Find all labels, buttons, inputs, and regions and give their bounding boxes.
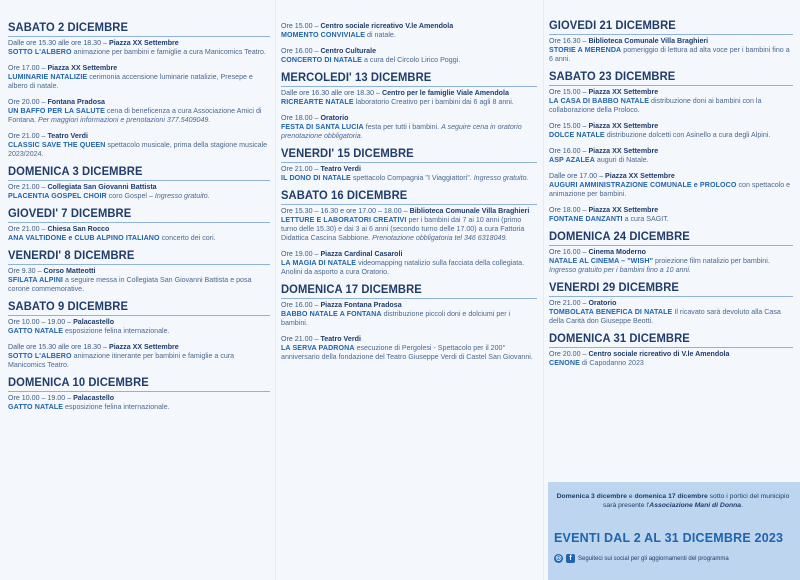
event-place: Oratorio — [320, 114, 349, 122]
event-note: Ingresso gratuito per i bambini fino a 10 anni. — [549, 266, 691, 274]
event-note: Ingresso gratuito. — [473, 174, 529, 182]
event-time: Ore 16.00 – — [549, 147, 589, 155]
event-place: Piazza Cardinal Casaroli — [320, 250, 403, 258]
day-divider — [8, 315, 270, 316]
event-name: SOTTO L'ALBERO — [8, 48, 72, 56]
event-item — [281, 250, 537, 277]
day-divider — [281, 298, 537, 299]
footer-title: EVENTI DAL 2 AL 31 DICEMBRE 2023 — [554, 531, 784, 545]
event-place: Biblioteca Comunale Villa Braghieri — [409, 207, 530, 215]
event-description: videomapping natalizio sulla facciata della collegiata. Anolini da asporto a cura Oratorio. — [281, 259, 525, 276]
event-description: distribuzione piccoli doni e dolciumi per i bambini. — [281, 310, 511, 327]
event-time: Ore 20.00 – — [549, 350, 589, 358]
event-details — [281, 123, 537, 141]
event-details — [8, 352, 270, 370]
instagram-icon: ◎ — [555, 555, 562, 562]
day-title: MERCOLEDI' 13 DICEMBRE — [281, 71, 432, 85]
event-name: LA CASA DI BABBO NATALE — [549, 97, 650, 105]
day-divider — [8, 264, 270, 265]
day-title: DOMENICA 31 DICEMBRE — [549, 332, 690, 346]
event-description: cerimonia accensione luminarie natalizie, Presepe e albero di natale. — [8, 73, 253, 90]
event-item — [8, 98, 270, 125]
event-name: TOMBOLATA BENEFICA DI NATALE — [549, 308, 673, 316]
event-time-place — [8, 267, 270, 276]
event-description: concerto dei cori. — [159, 234, 216, 242]
event-place: Palacastello — [73, 394, 115, 402]
event-time: Ore 16.00 – — [549, 248, 589, 256]
event-note: Ingresso gratuito. — [154, 192, 210, 200]
event-name: NATALE AL CINEMA – "WISH" — [549, 257, 654, 265]
event-time: Ore 21.00 – — [8, 132, 48, 140]
day-divider — [549, 34, 793, 35]
event-item — [281, 114, 537, 141]
day-block — [281, 22, 537, 65]
column-1 — [8, 22, 270, 419]
event-time-place — [281, 207, 537, 216]
event-note: A seguire cena in oratorio prenotazione obbligatoria. — [281, 123, 522, 140]
event-place: Piazza XX Settembre — [108, 39, 179, 47]
day-divider — [8, 391, 270, 392]
footer-box — [548, 482, 800, 580]
event-name: CLASSIC SAVE THE QUEEN — [8, 141, 106, 149]
event-time: Dalle ore 16.30 alle ore 18.30 – — [281, 89, 382, 97]
event-place: Centro per le famiglie Viale Amendola — [381, 89, 509, 97]
event-place: Piazza XX Settembre — [588, 122, 659, 130]
event-place: Corso Matteotti — [43, 267, 96, 275]
event-time: Ore 21.00 – — [281, 335, 321, 343]
event-description: Il ricavato sarà devoluto alla Casa della Carità don Giuseppe Beotti. — [549, 308, 781, 325]
event-item — [549, 299, 793, 326]
event-name: CONCERTO DI NATALE — [281, 56, 363, 64]
footer-note — [554, 492, 792, 510]
day-divider — [549, 347, 793, 348]
event-time: Ore 9.30 – — [8, 267, 44, 275]
event-time: Ore 21.00 – — [8, 225, 48, 233]
event-name: SFILATA ALPINI — [8, 276, 63, 284]
event-details — [549, 257, 793, 275]
event-item — [549, 37, 793, 64]
day-divider — [8, 36, 270, 37]
event-item — [8, 39, 270, 57]
event-place: Collegiata San Giovanni Battista — [47, 183, 157, 191]
event-place: Palacastello — [73, 318, 115, 326]
event-details — [281, 259, 537, 277]
event-name: ASP AZALEA — [549, 156, 595, 164]
event-place: Piazza XX Settembre — [588, 88, 659, 96]
day-title: VENERDI' 15 DICEMBRE — [281, 147, 414, 161]
day-block — [549, 20, 793, 64]
event-details — [281, 31, 537, 40]
event-description: di natale. — [365, 31, 396, 39]
event-time: Ore 20.00 – — [8, 98, 48, 106]
day-title: GIOVEDI 21 DICEMBRE — [549, 19, 676, 33]
event-item — [549, 122, 793, 140]
event-time: Ore 21.00 – — [549, 299, 589, 307]
footer-note-end: . — [741, 502, 743, 509]
event-item — [8, 394, 270, 412]
event-description: cena di beneficenza a cura Associazione Amici di Fontana. — [8, 107, 262, 124]
event-details — [8, 48, 270, 57]
day-title: DOMENICA 3 DICEMBRE — [8, 165, 143, 179]
day-block — [8, 208, 270, 243]
event-time: Ore 15.00 – — [549, 122, 589, 130]
event-name: CENONE — [549, 359, 580, 367]
event-time-place — [549, 299, 793, 308]
event-details — [281, 98, 537, 107]
column-2 — [281, 22, 537, 369]
event-time: Dalle ore 17.00 – — [549, 172, 605, 180]
event-time-place — [549, 37, 793, 46]
event-details — [8, 403, 270, 412]
day-block — [281, 72, 537, 141]
event-time-place — [281, 114, 537, 123]
event-time: Ore 18.00 – — [281, 114, 321, 122]
event-time: Ore 15.00 – — [549, 88, 589, 96]
day-block — [8, 166, 270, 201]
event-time-place — [8, 64, 270, 73]
event-description: festa per tutti i bambini. — [363, 123, 442, 131]
event-description: spettacolo musicale, prima della stagione musicale 2023/2024. — [8, 141, 268, 158]
event-item — [549, 248, 793, 275]
event-description: pomeriggio di lettura ad alta voce per i bambini fino a 6 anni. — [549, 46, 790, 63]
event-details — [549, 156, 793, 165]
event-note: Per maggiori informazioni e prenotazioni 377.5409049. — [37, 116, 211, 124]
event-time-place — [8, 318, 270, 327]
footer-note-text: sotto i portici del municipio sarà presente l' — [603, 493, 790, 509]
footer-note-association: Associazione Mani di Donna — [649, 502, 742, 509]
event-description: animazione itinerante per bambini e famiglie a cura Manicomics Teatro. — [8, 352, 235, 369]
event-place: Teatro Verdi — [320, 165, 361, 173]
day-block — [281, 148, 537, 183]
day-divider — [281, 204, 537, 205]
event-time: Ore 10.00 – 19.00 – — [8, 394, 74, 402]
day-divider — [549, 296, 793, 297]
event-place: Piazza XX Settembre — [588, 147, 659, 155]
event-description: spettacolo Compagnia "I Viaggiattori". — [350, 174, 474, 182]
event-time: Ore 17.00 – — [8, 64, 48, 72]
event-item — [549, 350, 793, 368]
event-item — [281, 165, 537, 183]
event-time-place — [281, 250, 537, 259]
event-time-place — [281, 301, 537, 310]
event-place: Piazza XX Settembre — [588, 206, 659, 214]
event-item — [8, 343, 270, 370]
event-details — [8, 73, 270, 91]
event-name: BABBO NATALE A FONTANA — [281, 310, 382, 318]
event-item — [281, 301, 537, 328]
day-divider — [281, 162, 537, 163]
day-block — [549, 231, 793, 275]
day-block — [8, 301, 270, 370]
event-item — [8, 225, 270, 243]
event-name: PLACENTIA GOSPEL CHOIR — [8, 192, 107, 200]
event-description: per i bambini dai 7 ai 10 anni (primo turno delle 15.30) e dai 3 ai 6 anni (secondo turno delle 17.00) a cura Fattoria Didattica Cascina Sabbione. — [281, 216, 525, 242]
event-time-place — [8, 225, 270, 234]
event-details — [549, 97, 793, 115]
event-name: FESTA DI SANTA LUCIA — [281, 123, 364, 131]
column-3 — [549, 20, 793, 375]
day-divider — [281, 86, 537, 87]
event-item — [281, 89, 537, 107]
event-details — [281, 174, 537, 183]
day-block — [549, 282, 793, 326]
column-divider-2 — [543, 0, 544, 580]
facebook-icon: f — [566, 554, 575, 563]
event-note: Prenotazione obbligatoria tel 346 6318049. — [372, 234, 508, 242]
event-name: RICREARTE NATALE — [281, 98, 354, 106]
event-time-place — [8, 394, 270, 403]
event-time-place — [549, 350, 793, 359]
event-description: esposizione felina internazionale. — [63, 403, 170, 411]
event-name: LETTURE E LABORATORI CREATIVI — [281, 216, 407, 224]
event-item — [281, 47, 537, 65]
event-time: Dalle ore 15.30 alle ore 18.30 – — [8, 343, 109, 351]
event-details — [281, 56, 537, 65]
day-block — [549, 333, 793, 368]
event-details — [549, 359, 793, 368]
event-place: Piazza XX Settembre — [605, 172, 675, 180]
event-details — [281, 216, 537, 243]
footer-social-text: Seguiteci sui social per gli aggiornamenti del programma — [578, 555, 729, 562]
event-description: coro Gospel – — [106, 192, 155, 200]
event-time: Ore 18.00 – — [549, 206, 589, 214]
day-block — [8, 22, 270, 159]
event-description: a cura del Circolo Lirico Poggi. — [362, 56, 461, 64]
day-title: DOMENICA 24 DICEMBRE — [549, 230, 690, 244]
event-details — [8, 327, 270, 336]
event-place: Centro sociale ricreativo V.le Amendola — [320, 22, 454, 30]
event-time-place — [549, 248, 793, 257]
event-time: Ore 19.00 – — [281, 250, 321, 258]
event-item — [8, 132, 270, 159]
event-description: con spettacolo e animazione per bambini. — [549, 181, 791, 198]
event-name: SOTTO L'ALBERO — [8, 352, 72, 360]
day-title: SABATO 16 DICEMBRE — [281, 189, 408, 203]
event-details — [281, 310, 537, 328]
event-description: laboratorio Creativo per i bambini dai 6 agli 8 anni. — [353, 98, 514, 106]
event-item — [549, 206, 793, 224]
footer-social — [554, 554, 794, 563]
event-place: Fontana Pradosa — [47, 98, 105, 106]
event-place: Centro Culturale — [320, 47, 377, 55]
event-time-place — [549, 122, 793, 131]
event-name: FONTANE DANZANTI — [549, 215, 623, 223]
event-details — [549, 46, 793, 64]
event-description: auguri di Natale. — [594, 156, 649, 164]
event-time-place — [8, 183, 270, 192]
event-name: LA SERVA PADRONA — [281, 344, 355, 352]
event-name: STORIE A MERENDA — [549, 46, 622, 54]
event-time: Ore 10.00 – 19.00 – — [8, 318, 74, 326]
event-place: Teatro Verdi — [47, 132, 88, 140]
day-block — [8, 250, 270, 294]
event-details — [549, 308, 793, 326]
event-item — [8, 183, 270, 201]
event-time-place — [281, 89, 537, 98]
event-time: Ore 15.00 – — [281, 22, 321, 30]
event-description: esposizione felina internazionale. — [63, 327, 170, 335]
event-name: ANA VALTIDONE e CLUB ALPINO ITALIANO — [8, 234, 160, 242]
event-item — [549, 88, 793, 115]
day-title: DOMENICA 17 DICEMBRE — [281, 283, 422, 297]
event-time-place — [281, 47, 537, 56]
event-item — [281, 207, 537, 243]
day-title: GIOVEDI' 7 DICEMBRE — [8, 207, 132, 221]
footer-note-date-1: Domenica 3 dicembre — [556, 493, 627, 500]
event-time-place — [8, 343, 270, 352]
event-time-place — [549, 147, 793, 156]
event-time-place — [281, 165, 537, 174]
column-divider-1 — [275, 0, 276, 580]
event-details — [549, 131, 793, 140]
event-time: Ore 16.00 – — [281, 47, 321, 55]
event-place: Piazza XX Settembre — [108, 343, 179, 351]
event-place: Piazza XX Settembre — [47, 64, 118, 72]
day-divider — [549, 245, 793, 246]
event-details — [8, 276, 270, 294]
event-time: Ore 16.30 – — [549, 37, 589, 45]
event-item — [8, 318, 270, 336]
day-block — [8, 377, 270, 412]
event-name: GATTO NATALE — [8, 403, 64, 411]
event-time: Ore 16.00 – — [281, 301, 321, 309]
event-item — [281, 22, 537, 40]
day-title: SABATO 2 DICEMBRE — [8, 21, 129, 35]
event-time: Ore 15.30 – 16.30 e ore 17.00 – 18.00 – — [281, 207, 410, 215]
event-description: proiezione film natalizio per bambini. — [653, 257, 770, 265]
day-divider — [8, 180, 270, 181]
day-title: SABATO 23 DICEMBRE — [549, 70, 676, 84]
event-details — [8, 234, 270, 243]
event-name: UN BAFFO PER LA SALUTE — [8, 107, 105, 115]
event-description: distribuzione doni ai bambini con la collaborazione della Proloco. — [549, 97, 762, 114]
event-time-place — [549, 206, 793, 215]
event-time-place — [8, 39, 270, 48]
event-name: AUGURI AMMINISTRAZIONE COMUNALE e PROLOCO — [549, 181, 737, 189]
event-description: di Capodanno 2023 — [579, 359, 644, 367]
event-description: esecuzione di Pergolesi - Spettacolo per il 200° anniversario della fondazione del Teatro Giuseppe Verdi di Castel San Giovanni. — [281, 344, 533, 361]
event-name: LUMINARIE NATALIZIE — [8, 73, 88, 81]
day-title: VENERDI' 8 DICEMBRE — [8, 249, 135, 263]
event-place: Piazza Fontana Pradosa — [320, 301, 402, 309]
event-time-place — [8, 132, 270, 141]
day-title: VENERDI 29 DICEMBRE — [549, 281, 679, 295]
event-time: Ore 21.00 – — [281, 165, 321, 173]
event-place: Biblioteca Comunale Villa Braghieri — [588, 37, 709, 45]
day-block — [281, 284, 537, 362]
day-block — [281, 190, 537, 277]
event-details — [549, 181, 793, 199]
day-title: DOMENICA 10 DICEMBRE — [8, 376, 149, 390]
event-item — [549, 172, 793, 199]
event-details — [8, 141, 270, 159]
event-time-place — [549, 88, 793, 97]
event-name: DOLCE NATALE — [549, 131, 605, 139]
event-description: distribuzione dolcetti con Asinello a cura degli Alpini. — [604, 131, 771, 139]
event-time: Dalle ore 15.30 alle ore 18.30 – — [8, 39, 109, 47]
event-time-place — [549, 172, 793, 181]
event-place: Teatro Verdi — [320, 335, 361, 343]
event-description: a seguire messa in Collegiata San Giovanni Battista e posa corone commemorative. — [8, 276, 252, 293]
event-item — [8, 64, 270, 91]
event-details — [549, 215, 793, 224]
event-details — [281, 344, 537, 362]
event-description: a cura SAGIT. — [622, 215, 669, 223]
day-title: SABATO 9 DICEMBRE — [8, 300, 129, 314]
footer-note-date-2: domenica 17 dicembre — [634, 493, 708, 500]
day-divider — [549, 85, 793, 86]
event-time: Ore 21.00 – — [8, 183, 48, 191]
event-time-place — [8, 98, 270, 107]
event-place: Centro sociale ricreativo di V.le Amendola — [588, 350, 730, 358]
day-divider — [8, 222, 270, 223]
event-time-place — [281, 335, 537, 344]
event-place: Chiesa San Rocco — [47, 225, 110, 233]
event-item — [549, 147, 793, 165]
event-name: GATTO NATALE — [8, 327, 64, 335]
event-details — [8, 192, 270, 201]
event-name: LA MAGIA DI NATALE — [281, 259, 357, 267]
event-item — [281, 335, 537, 362]
event-details — [8, 107, 270, 125]
footer-note-and: e — [626, 493, 635, 500]
event-description: animazione per bambini e famiglie a cura Manicomics Teatro. — [71, 48, 266, 56]
event-place: Oratorio — [588, 299, 617, 307]
event-name: MOMENTO CONVIVIALE — [281, 31, 366, 39]
event-time-place — [281, 22, 537, 31]
event-name: IL DONO DI NATALE — [281, 174, 351, 182]
event-item — [8, 267, 270, 294]
event-place: Cinema Moderno — [588, 248, 646, 256]
day-block — [549, 71, 793, 224]
